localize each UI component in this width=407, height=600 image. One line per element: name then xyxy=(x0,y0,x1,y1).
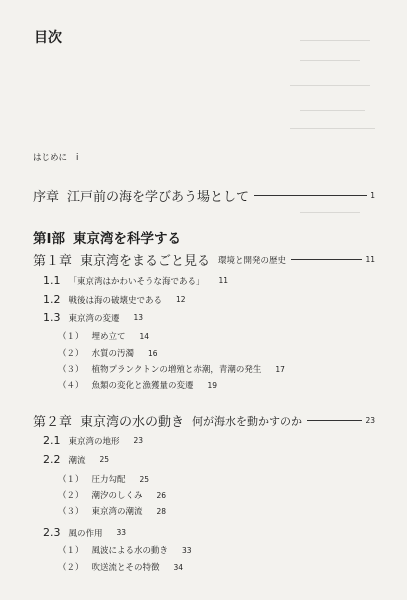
show-through-line xyxy=(290,128,375,129)
subsection-page: 25 xyxy=(139,474,150,484)
subsection-page: 33 xyxy=(182,545,192,555)
subsection-page: 17 xyxy=(275,364,285,374)
subsection-page: 19 xyxy=(207,380,218,390)
section-page: 12 xyxy=(176,295,186,304)
subsection-number: （３） xyxy=(58,365,84,375)
section-title: 戦後は海の破壊史である xyxy=(68,295,163,306)
subsection-entry xyxy=(58,473,149,485)
page-title: 目次 xyxy=(34,30,62,46)
section-number: 2.1 xyxy=(43,434,61,447)
section-entry xyxy=(43,311,143,324)
leader-line xyxy=(291,259,362,260)
subsection-title: 吹送流とその特徴 xyxy=(91,563,160,573)
section-title: 東京湾の変遷 xyxy=(68,313,120,324)
preface-entry xyxy=(33,154,78,163)
chapter-2-entry xyxy=(33,411,375,430)
subsection-number: （１） xyxy=(58,332,84,342)
section-page: 11 xyxy=(218,276,229,285)
part-title: 東京湾を科学する xyxy=(73,231,182,247)
leader-line xyxy=(307,420,362,421)
subsection-title: 植物プランクトンの増殖と赤潮，青潮の発生 xyxy=(91,365,262,375)
prologue-title: 江戸前の海を学びあう場として xyxy=(67,190,250,205)
part-heading xyxy=(33,233,181,247)
subsection-number: （２） xyxy=(58,563,84,573)
chapter-label: 第１章 xyxy=(33,254,73,269)
subsection-number: （２） xyxy=(58,491,84,501)
subsection-page: 14 xyxy=(139,331,150,341)
subsection-entry xyxy=(58,561,183,573)
section-page: 25 xyxy=(99,455,110,464)
prologue-page: 1 xyxy=(370,191,375,200)
section-title: 「東京湾はかわいそうな海である」 xyxy=(68,276,205,287)
subsection-page: 16 xyxy=(148,348,158,358)
section-entry xyxy=(43,293,186,306)
prologue-entry xyxy=(33,186,375,205)
show-through-line xyxy=(300,60,360,61)
section-title: 東京湾の地形 xyxy=(68,436,120,447)
preface-page: i xyxy=(76,153,79,163)
subsection-page: 34 xyxy=(173,562,184,572)
chapter-page: 23 xyxy=(365,416,375,425)
section-title: 風の作用 xyxy=(68,528,103,539)
section-page: 23 xyxy=(133,436,144,445)
section-entry xyxy=(43,274,228,287)
subsection-title: 圧力勾配 xyxy=(91,475,126,485)
subsection-entry xyxy=(58,363,285,375)
subsection-number: （３） xyxy=(58,507,84,517)
subsection-entry xyxy=(58,347,158,359)
chapter-subtitle: 何が海水を動かすのか xyxy=(192,414,303,428)
subsection-number: （１） xyxy=(58,475,84,485)
section-number: 1.2 xyxy=(43,293,61,306)
section-number: 1.3 xyxy=(43,311,61,324)
subsection-title: 潮汐のしくみ xyxy=(91,491,143,501)
subsection-title: 魚類の変化と漁獲量の変遷 xyxy=(91,381,194,391)
section-entry xyxy=(43,526,126,539)
subsection-entry xyxy=(58,489,166,501)
section-entry xyxy=(43,434,143,447)
chapter-subtitle: 環境と開発の歴史 xyxy=(218,255,287,266)
subsection-entry xyxy=(58,505,166,517)
subsection-title: 風波による水の動き xyxy=(91,546,169,556)
section-number: 2.3 xyxy=(43,526,61,539)
subsection-entry xyxy=(58,544,192,556)
section-entry xyxy=(43,453,109,466)
leader-line xyxy=(254,195,367,196)
chapter-1-entry xyxy=(33,250,375,269)
section-page: 33 xyxy=(116,528,127,537)
subsection-number: （１） xyxy=(58,546,84,556)
section-title: 潮流 xyxy=(68,455,86,466)
subsection-title: 水質の汚濁 xyxy=(91,349,135,359)
subsection-page: 26 xyxy=(156,490,167,500)
chapter-page: 11 xyxy=(365,255,375,264)
subsection-entry xyxy=(58,330,149,342)
show-through-line xyxy=(290,85,370,86)
subsection-page: 28 xyxy=(156,506,167,516)
subsection-number: （４） xyxy=(58,381,84,391)
section-page: 13 xyxy=(133,313,144,322)
section-number: 1.1 xyxy=(43,274,61,287)
subsection-entry xyxy=(58,379,217,391)
section-number: 2.2 xyxy=(43,453,61,466)
part-label: 第Ⅰ部 xyxy=(33,231,66,247)
subsection-number: （２） xyxy=(58,349,84,359)
chapter-title: 東京湾の水の動き xyxy=(80,415,185,430)
show-through-line xyxy=(300,40,370,41)
preface-label: はじめに xyxy=(33,153,68,163)
subsection-title: 埋め立て xyxy=(91,332,126,342)
show-through-line xyxy=(300,212,360,213)
show-through-line xyxy=(300,110,365,111)
chapter-title: 東京湾をまるごと見る xyxy=(80,254,211,269)
prologue-label: 序章 xyxy=(33,190,60,205)
subsection-title: 東京湾の潮流 xyxy=(91,507,143,517)
chapter-label: 第２章 xyxy=(33,415,73,430)
